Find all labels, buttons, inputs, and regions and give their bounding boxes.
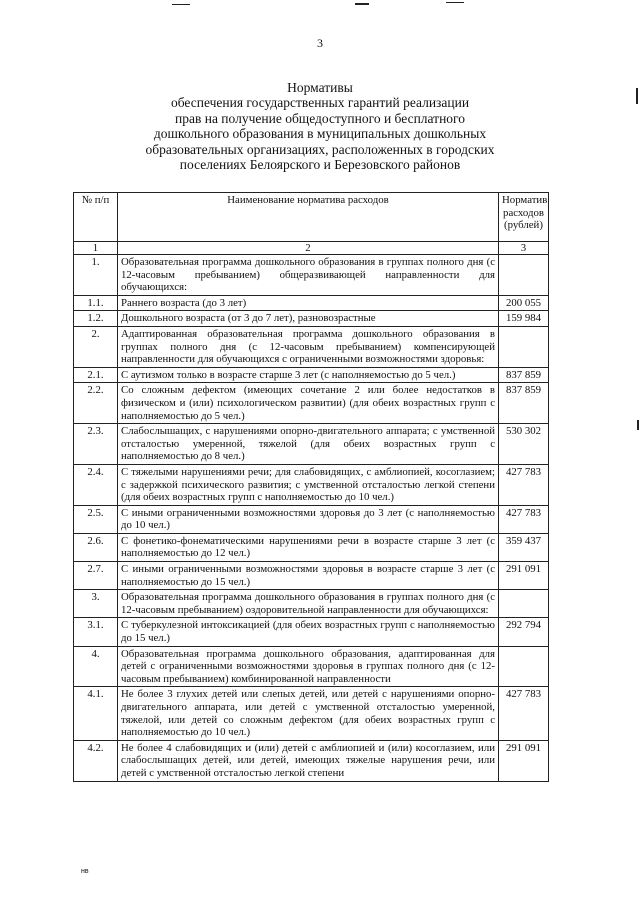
index-cell: 2 [118,242,499,255]
norms-table [73,192,549,782]
header-value: Норматив расходов (рублей) [499,193,549,242]
table-row [74,618,549,646]
document-title [60,80,580,172]
table-row [74,464,549,505]
row-name: Адаптированная образовательная программа дошкольного образования в группах полного дня (с 12-часовым пребыванием) компенсирующей направленности для обучающихся с ограниченными возможностями здоровья: [118,326,499,367]
title-line: дошкольного образования в муниципальных дошкольных [153,126,487,142]
row-num: 1.1. [74,295,118,311]
row-name: С иными ограниченными возможностями здоровья до 3 лет (с наполняемостью до 10 чел.) [118,505,499,533]
row-value: 292 794 [499,618,549,646]
index-cell: 3 [499,242,549,255]
row-name: С иными ограниченными возможностями здоровья в возрасте старше 3 лет (с наполняемостью до 15 чел.) [118,562,499,590]
table-row [74,383,549,424]
row-value: 359 437 [499,533,549,561]
row-num: 4. [74,646,118,687]
index-cell: 1 [74,242,118,255]
row-num: 3.1. [74,618,118,646]
row-value: 837 859 [499,383,549,424]
table-header-row [74,193,549,242]
row-name: Образовательная программа дошкольного образования, адаптированная для детей с ограниченными возможностями здоровья в группах полного дня (с 12-часовым пребыванием) комбинированной направленности [118,646,499,687]
row-value: 200 055 [499,295,549,311]
row-name: Не более 3 глухих детей или слепых детей, или детей с нарушениями опорно-двигательного аппарата, или детей с умственной отсталостью умеренной, тяжелой, или детей со сложным дефектом (для обеих возрастных групп с наполняемостью до 10 чел.) [118,687,499,740]
row-num: 2.3. [74,424,118,465]
row-value: 837 859 [499,367,549,383]
column-index-row [74,242,549,255]
row-num: 2.1. [74,367,118,383]
row-name: С аутизмом только в возрасте старше 3 лет (с наполняемостью до 5 чел.) [118,367,499,383]
row-num: 2.2. [74,383,118,424]
header-num: № п/п [74,193,118,242]
row-name: С туберкулезной интоксикацией (для обеих возрастных групп с наполняемостью до 15 чел.) [118,618,499,646]
table-row [74,311,549,327]
row-name: С тяжелыми нарушениями речи; для слабовидящих, с амблиопией, косоглазием; с задержкой психического развития; с умственной отсталостью легкой степени (для обеих возрастных групп с наполняемостью до 10 чел.) [118,464,499,505]
header-name: Наименование норматива расходов [118,193,499,242]
row-name: Образовательная программа дошкольного образования в группах полного дня (с 12-часовым пребыванием) общеразвивающей направленности для обучающихся: [118,255,499,296]
page-number: 3 [317,36,323,50]
table-row [74,562,549,590]
row-name: Слабослышащих, с нарушениями опорно-двигательного аппарата; с умственной отсталостью умеренной, тяжелой (для обеих возрастных групп с наполняемостью до 8 чел.) [118,424,499,465]
table-row [74,367,549,383]
row-value: 159 984 [499,311,549,327]
row-name: Не более 4 слабовидящих и (или) детей с амблиопией и (или) косоглазием, или слабослышащих детей, или детей, имеющих тяжелые нарушения речи, или детей с умственной отсталостью легкой степени [118,740,499,781]
row-name: Дошкольного возраста (от 3 до 7 лет), разновозрастные [118,311,499,327]
footer-note: нв [81,868,89,875]
row-name: Со сложным дефектом (имеющих сочетание 2 или более недостатков в физическом и (или) психологическом развитии) (для обеих возрастных групп с наполняемостью до 5 чел.) [118,383,499,424]
title-line: Нормативы [287,80,353,95]
table-row [74,590,549,618]
row-num: 4.2. [74,740,118,781]
table-row [74,295,549,311]
row-value: 427 783 [499,505,549,533]
row-value [499,646,549,687]
row-value: 427 783 [499,464,549,505]
table-row [74,424,549,465]
table-row [74,687,549,740]
row-num: 2. [74,326,118,367]
row-name: С фонетико-фонематическими нарушениями речи в возрасте старше 3 лет (с наполняемостью до 12 чел.) [118,533,499,561]
row-num: 2.7. [74,562,118,590]
row-num: 3. [74,590,118,618]
row-value: 530 302 [499,424,549,465]
title-line: поселениях Белоярского и Березовского районов [179,157,461,173]
scan-mark [636,88,638,104]
row-num: 4.1. [74,687,118,740]
row-name: Раннего возраста (до 3 лет) [118,295,499,311]
table-row [74,533,549,561]
table-row [74,505,549,533]
row-num: 2.6. [74,533,118,561]
row-num: 2.5. [74,505,118,533]
table-row [74,740,549,781]
row-num: 1. [74,255,118,296]
row-value: 427 783 [499,687,549,740]
row-name: Образовательная программа дошкольного образования в группах полного дня (с 12-часовым пребыванием) оздоровительной направленности для обучающихся: [118,590,499,618]
row-value: 291 091 [499,562,549,590]
row-num: 2.4. [74,464,118,505]
table-row [74,326,549,367]
row-value [499,255,549,296]
table-row [74,255,549,296]
scan-mark [172,4,190,5]
scan-mark [637,420,639,430]
row-value [499,590,549,618]
table-row [74,646,549,687]
row-num: 1.2. [74,311,118,327]
title-line: прав на получение общедоступного и бесплатного [175,110,465,126]
row-value: 291 091 [499,740,549,781]
title-line: обеспечения государственных гарантий реализации [170,95,470,111]
title-line: образовательных организациях, расположенных в городских [145,141,495,157]
row-value [499,326,549,367]
scan-mark [355,3,369,5]
scan-mark [446,2,464,3]
